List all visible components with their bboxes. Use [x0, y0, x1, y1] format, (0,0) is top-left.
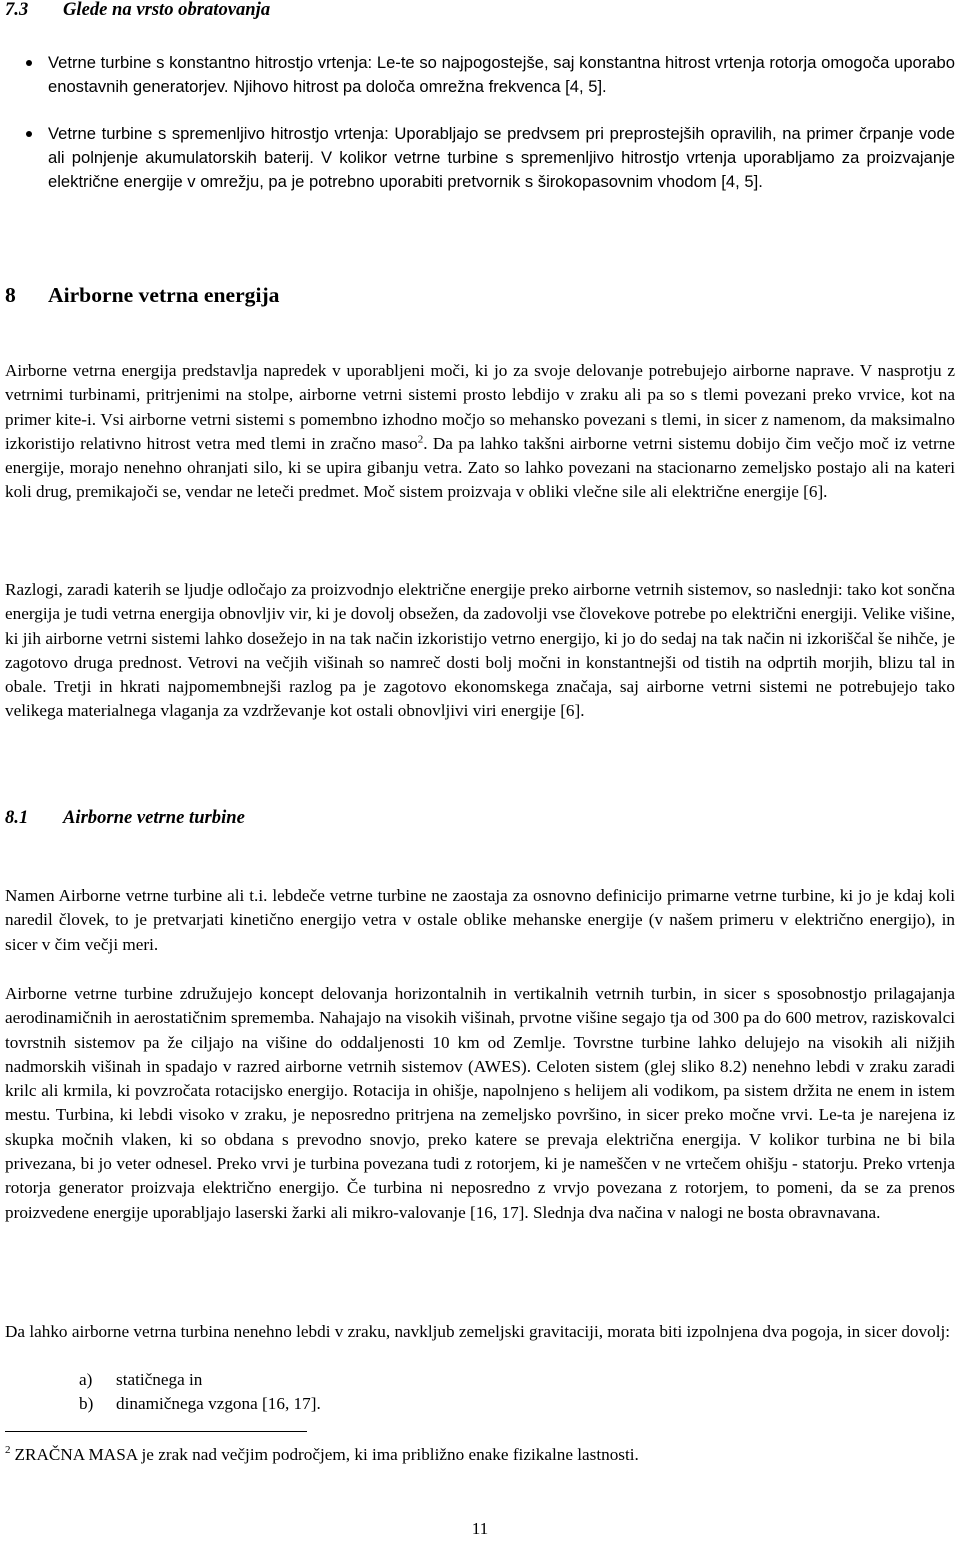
list-item	[5, 1368, 955, 1392]
section-number: 8.1	[5, 807, 29, 828]
chapter-heading-8	[5, 280, 279, 310]
paragraph-reasons: Razlogi, zaradi katerih se ljudje odločajo za proizvodnjo električne energije preko airborne vetrnih sistemov, so naslednji: tako kot sončna energija je tudi vetrna energija obnovljiv vir, ki je dovolj obsežen, da zadovolji vse človekove potrebe po električni energiji. Velike višine, ki jih airborne vetrni sistemi lahko dosežejo in na tak način izkoristijo vetrno energijo, ki jo do sedaj na tak način ni izkoriščal še nihče, je zagotovo druga prednost. Vetrovi na večjih višinah so namreč dosti bolj močni in konstantnejši od tistih na odprtih morjih, blizu tal in obale. Tretji in hkrati najpomembnejši razlog pa je zagotovo ekonomskega značaja, saj airborne vetrni sistemi ne potrebujejo tako velikega materialnega vlaganja za vzdrževanje kot ostali obnovljivi viri energije [6].	[5, 580, 955, 721]
footnote-divider	[5, 1431, 307, 1432]
list-item	[5, 1392, 955, 1416]
section-title: Airborne vetrne turbine	[63, 807, 245, 828]
chapter-number: 8	[5, 283, 16, 307]
conditions-list	[5, 1368, 955, 1417]
list-item-label: b)	[79, 1394, 94, 1414]
list-item	[5, 122, 955, 195]
section-number: 7.3	[5, 0, 29, 20]
list-item-text: statičnega in	[116, 1370, 203, 1389]
list-item-text: dinamičnega vzgona [16, 17].	[116, 1394, 321, 1414]
section-title: Glede na vrsto obratovanja	[63, 0, 271, 20]
paragraph-text: . Da pa lahko takšni airborne vetrni sistemu dobijo čim večjo moč iz vetrne energije, morajo nenehno ohranjati silo, ki se upira gibanju vetra. Zato so lahko povezani na stacionarno zemeljsko postajo ali na kateri koli drug, premikajoči se, vendar ne leteči predmet. Moč sistem proizvaja v obliki vlečne sile ali električne energije [6].	[5, 433, 955, 502]
document-page	[5, 0, 955, 1537]
paragraph-text: Airborne vetrna energija predstavlja napredek v uporabljeni moči, ki jo za svoje delovanje potrebujejo airborne naprave. V nasprotju z vetrnimi turbinami, pritrjenimi na stolpe, airborne vetrni sistemi prosto lebdijo v zraku ali pa so s tlemi povezani preko vrvice, kot na primer kite-i. Vsi airborne vetrni sistemi s pomembno izhodno močjo so mehansko povezani s tlemi, in sicer z namenom, da maksimalno izkoristijo relativno hitrost vetra med tlemi in zračno maso	[5, 361, 955, 453]
footnote	[5, 1443, 955, 1467]
paragraph-turbine-concept: Airborne vetrne turbine združujejo koncept delovanja horizontalnih in vertikalnih vetrnih turbin, in sicer s sposobnostjo prilagajanja aerodinamičnih in aerostatičnim sprememba. Nahajajo na visokih višinah, prvotne višine segajo tja od 300 pa do 600 metrov, raziskovalci tovrstnih sistemov pa že ciljajo na višine do oddaljenosti 10 km od Zemlje. Tovrstne turbine lahko delujejo na visokih ali nižjih nadmorskih višinah in spadajo v razred airborne vetrnih sistemov (AWES). Celoten sistem (glej sliko 8.2) nenehno lebdi v zraku zaradi krilc ali krmila, ki povzročata rotacijsko energijo. Rotacija in ohišje, napolnjeno s helijem ali vodikom, pa sistem držita ne enem in istem mestu. Turbina, ki lebdi visoko v zraku, je neposredno pritrjena na zemeljsko površino, in sicer preko močne vrvi. Le-ta je narejena iz skupka močnih vlaken, ki so obdana s prevodno snovjo, preko katere se prevaja električna energija. V kolikor turbina ne bi bila privezana, bi jo veter odnesel. Preko vrvi je turbina povezana tudi z rotorjem, ki je nameščen v ne vrtečem ohišju - statorju. Preko vrtenja rotorja generator proizvaja električno energijo. Če turbina ni neposredno z vrvjo povezana z rotorjem, to pomeni, da se za prenos proizvedene energije uporabljajo laserski žarki ali mikro-valovanje [16, 17]. Slednja dva načina v nalogi ne bosta obravnavana.	[5, 984, 955, 1222]
footnote-reference[interactable]: 2	[417, 433, 424, 446]
list-item	[5, 51, 955, 100]
list-item-text: Vetrne turbine s konstantno hitrostjo vrtenja: Le-te so najpogostejše, saj konstantna hitrost vrtenja rotorja omogoča uporabo enostavnih generatorjev. Njihovo hitrost pa določa omrežna frekvenca [4, 5].	[48, 53, 955, 97]
section-heading-8-1	[5, 806, 245, 830]
paragraph-turbine-purpose: Namen Airborne vetrne turbine ali t.i. lebdeče vetrne turbine ne zaostaja za osnovno definicijo primarne vetrne turbine, ki jo je kdaj koli naredil človek, to je pretvarjati kinetično energijo vetra v ostale oblike mehanske energije (v našem primeru v električno energijo), in sicer v čim večji meri.	[5, 886, 955, 954]
list-item-text: Vetrne turbine s spremenljivo hitrostjo vrtenja: Uporabljajo se predvsem pri preprostejših opravilih, na primer črpanje vode ali polnjenje akumulatorskih baterij. V kolikor vetrne turbine s spremenljivo hitrostjo vrtenja uporabljamo za proizvajanje električne energije v omrežju, pa je potrebno uporabiti pretvornik s širokopasovnim vhodom [4, 5].	[48, 123, 955, 192]
footnote-text: ZRAČNA MASA je zrak nad večjim področjem, ki ima približno enake fizikalne lastnosti.	[14, 1445, 639, 1464]
page-number: 11	[471, 1519, 489, 1538]
list-item-label: a)	[79, 1370, 93, 1389]
bullet-icon	[26, 131, 32, 137]
paragraph-conditions-intro: Da lahko airborne vetrna turbina nenehno lebdi v zraku, navkljub zemeljski gravitaciji, morata biti izpolnjena dva pogoja, in sicer dovolj:	[5, 1322, 951, 1341]
operation-type-list	[5, 0, 955, 194]
paragraph-airborne-intro	[5, 359, 955, 505]
bullet-icon	[26, 60, 32, 66]
chapter-title: Airborne vetrna energija	[48, 283, 280, 307]
footnote-number: 2	[5, 1444, 11, 1457]
